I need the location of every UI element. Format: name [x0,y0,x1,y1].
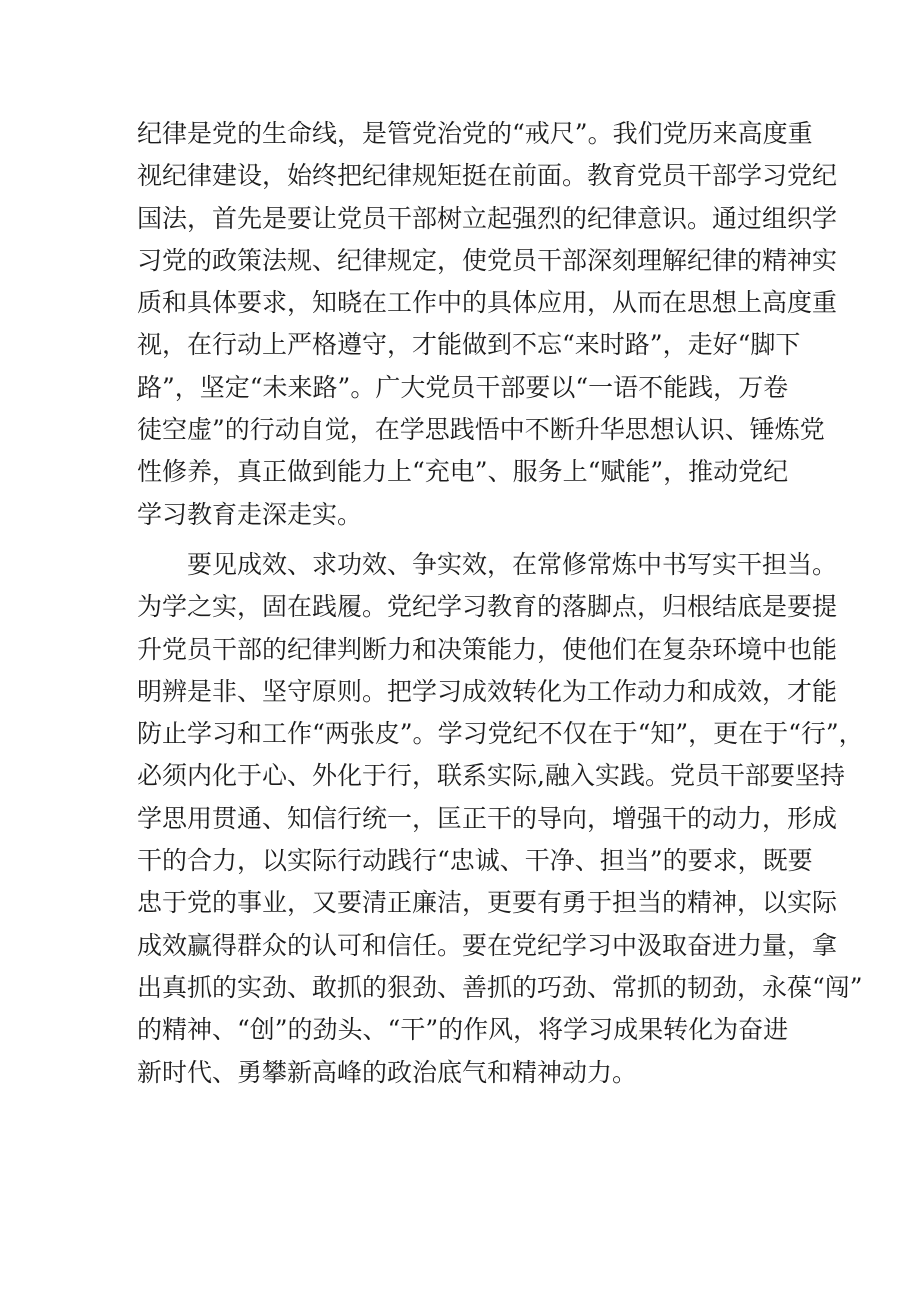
text-line: 徒空虚”的行动自觉，在学思践悟中不断升华思想认识、锤炼党 [137,415,825,445]
text-line: 为学之实，固在践履。党纪学习教育的落脚点，归根结底是要提 [137,592,838,622]
text-line: 国法，首先是要让党员干部树立起强烈的纪律意识。通过组织学 [137,203,838,233]
text-line: 学思用贯通、知信行统一，匡正干的导向，增强干的动力，形成 [137,803,838,833]
document-body [137,113,864,1094]
text-line: 必须内化于心、外化于行，联系实际,融入实践。党员干部要坚持 [137,761,845,791]
text-line: 防止学习和工作“两张皮”。学习党纪不仅在于“知”，更在于“行”， [137,719,864,749]
text-line: 干的合力，以实际行动践行“忠诚、干净、担当”的要求，既要 [137,846,813,876]
text-line: 视纪律建设，始终把纪律规矩挺在前面。教育党员干部学习党纪 [137,161,838,191]
text-line: 要见成效、求功效、争实效，在常修常炼中书写实干担当。 [187,549,838,579]
text-line: 路”，坚定“未来路”。广大党员干部要以“一语不能践，万卷 [137,372,789,402]
text-line: 升党员干部的纪律判断力和决策能力，使他们在复杂环境中也能 [137,634,838,664]
text-line: 质和具体要求，知晓在工作中的具体应用，从而在思想上高度重 [137,288,838,318]
text-line: 忠于党的事业，又要清正廉洁，更要有勇于担当的精神，以实际 [137,888,838,918]
text-line: 纪律是党的生命线，是管党治党的“戒尺”。我们党历来高度重 [137,119,813,148]
text-line: 视，在行动上严格遵守，才能做到不忘“来时路”，走好“脚下 [137,330,801,360]
paragraph-1 [137,113,838,536]
text-line: 出真抓的实劲、敢抓的狠劲、善抓的巧劲、常抓的韧劲，永葆“闯” [137,972,863,1002]
paragraph-2 [137,544,864,1094]
paragraph-spacer [137,536,785,544]
text-line: 的精神、“创”的劲头、“干”的作风，将学习成果转化为奋进 [137,1015,789,1045]
text-line: 明辨是非、坚守原则。把学习成效转化为工作动力和成效，才能 [137,676,838,706]
text-line: 性修养，真正做到能力上“充电”、服务上“赋能”，推动党纪 [137,457,789,487]
text-line: 新时代、勇攀新高峰的政治底气和精神动力。 [137,1057,638,1087]
text-line: 习党的政策法规、纪律规定，使党员干部深刻理解纪律的精神实 [137,245,838,275]
text-line: 成效赢得群众的认可和信任。要在党纪学习中汲取奋进力量，拿 [137,930,838,960]
text-line: 学习教育走深走实。 [137,499,363,529]
